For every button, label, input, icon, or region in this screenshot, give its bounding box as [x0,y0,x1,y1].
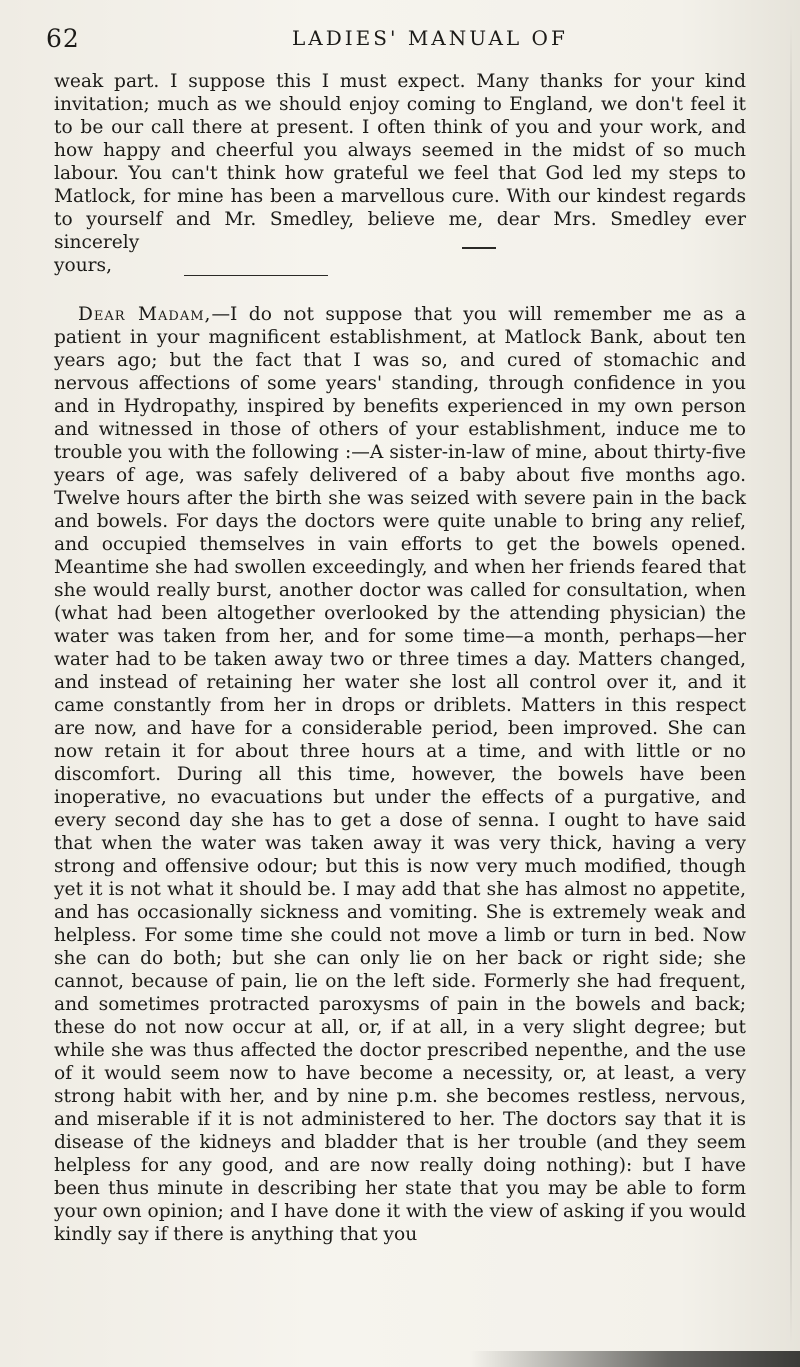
letter-paragraph-2 [54,303,746,1246]
page-edge-shadow [790,24,792,1344]
page-number: 62 [46,24,80,53]
signature-dash [462,247,496,249]
running-title: LADIES' MANUAL OF [292,26,568,50]
letter-paragraph: weak part. I suppose this I must expect. Many thanks for your kind invitation; much as we should enjoy coming to England, we don't feel it to be our call there at present. I often think of you and your work, and how happy and cheerful you always seemed in the midst of so much labour. You can't think how grateful we feel that God led my steps to Matlock, for mine has been a marvellous cure. With our kindest regards to yourself and Mr. Smedley, believe me, dear Mrs. Smedley ever sincerely [54,71,746,253]
page-header [46,10,754,58]
letter-salutation: Dear Madam, [78,304,212,325]
page-bottom-shadow [470,1351,800,1367]
signature-rule [184,275,328,276]
letter-body-text: —I do not suppose that you will remember me as a patient in your magnificent establishment, at Matlock Bank, about ten years ago; but the fact that I was so, and cured of stomachic and nervous affections of some years' standing, through confidence in you and in Hydropathy, inspired by benefits experienced in my own person and witnessed in those of others of your establishment, induce me to trouble you with the following :—A sister-in-law of mine, about thirty-five years of age, was safely delivered of a baby about five months ago. Twelve hours after the birth she was seized with severe pain in the back and bowels. For days the doctors were quite unable to bring any relief, and occupied themselves in vain efforts to get the bowels opened. Meantime she had swollen exceedingly, and when her friends feared that she would really burst, another doctor was called for consultation, when (what had been altogether overlooked by the attending physician) the water was taken from her, and for some time—a month, perhaps—her water had to be taken away two or three times a day. Matters changed, and instead of retaining her water she lost all control over it, and it came constantly from her in drops or driblets. Matters in this respect are now, and have for a considerable period, been improved. She can now retain it for about three hours at a time, and with little or no discomfort. During all this time, however, the bowels have been inoperative, no evacuations but under the effects of a purgative, and every second day she has to get a dose of senna. I ought to have said that when the water was taken away it was very thick, having a very strong and offensive odour; but this is now very much modified, though yet it is not what it should be. I may add that she has almost no appetite, and has occasionally sickness and vomiting. She is extremely weak and helpless. For some time she could not move a limb or turn in bed. Now she can do both; but she can only lie on her back or right side; she cannot, because of pain, lie on the left side. Formerly she had frequent, and sometimes protracted paroxysms of pain in the bowels and back; these do not now occur at all, or, if at all, in a very slight degree; but while she was thus affected the doctor prescribed nepenthe, and the use of it would seem now to have become a necessity, or, at least, a very strong habit with her, and by nine p.m. she becomes restless, nervous, and miserable if it is not administered to her. The doctors say that it is disease of the kidneys and bladder that is her trouble (and they seem helpless for any good, and are now really doing nothing): but I have been thus minute in describing her state that you may be able to form your own opinion; and I have done it with the view of asking if you would kindly say if there is anything that you [54,304,746,1245]
letter-signoff: yours, [54,255,113,276]
